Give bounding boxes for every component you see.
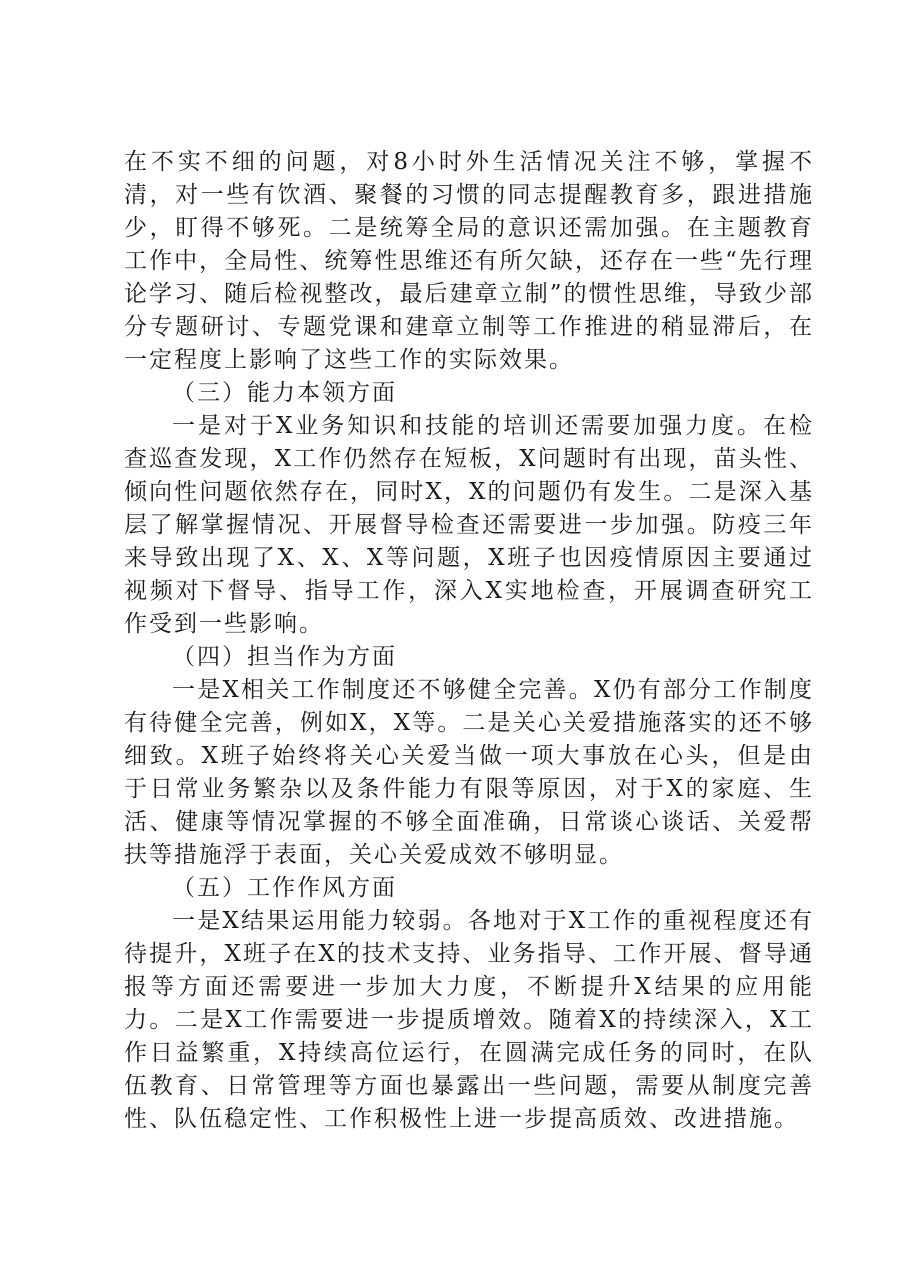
paragraph-work-style: 一是X结果运用能力较弱。各地对于X工作的重视程度还有待提升，X班子在X的技术支持、业务指导、工作开展、督导通报等方面还需要进一步加大力度，不断提升X结果的应用能力。二是X工作需要进一步提质增效。随着X的持续深入，X工作日益繁重，X持续高位运行，在圆满完成任务的同时，在队伍教育、日常管理等方面也暴露出一些问题，需要从制度完善性、队伍稳定性、工作积极性上进一步提高质效、改进措施。 — [124, 908, 814, 1132]
paragraph-ability: 一是对于X业务知识和技能的培训还需要加强力度。在检查巡查发现，X工作仍然存在短板，X问题时有出现，苗头性、倾向性问题依然存在，同时X，X的问题仍有发生。二是深入基层了解掌握情况、开展督导检查还需要进一步加强。防疫三年来导致出现了X、X、X等问题，X班子也因疫情原因主要通过视频对下督导、指导工作，深入X实地检查，开展调查研究工作受到一些影响。 — [124, 413, 814, 637]
paragraph-continued: 在不实不细的问题，对8小时外生活情况关注不够，掌握不清，对一些有饮酒、聚餐的习惯的同志提醒教育多，跟进措施少，盯得不够死。二是统筹全局的意识还需加强。在主题教育工作中，全局性、统筹性思维还有所欠缺，还存在一些“先行理论学习、随后检视整改，最后建章立制”的惯性思维，导致少部分专题研讨、专题党课和建章立制等工作推进的稍显滞后，在一定程度上影响了这些工作的实际效果。 — [124, 149, 814, 373]
section-heading-ability: （三）能力本领方面 — [172, 380, 397, 406]
section-heading-responsibility: （四）担当作为方面 — [172, 644, 397, 670]
section-heading-work-style: （五）工作作风方面 — [172, 875, 397, 901]
document-page — [124, 146, 814, 1136]
paragraph-responsibility: 一是X相关工作制度还不够健全完善。X仍有部分工作制度有待健全完善，例如X，X等。二是关心关爱措施落实的还不够细致。X班子始终将关心关爱当做一项大事放在心头，但是由于日常业务繁杂以及条件能力有限等原因，对于X的家庭、生活、健康等情况掌握的不够全面准确，日常谈心谈话、关爱帮扶等措施浮于表面，关心关爱成效不够明显。 — [124, 677, 814, 868]
